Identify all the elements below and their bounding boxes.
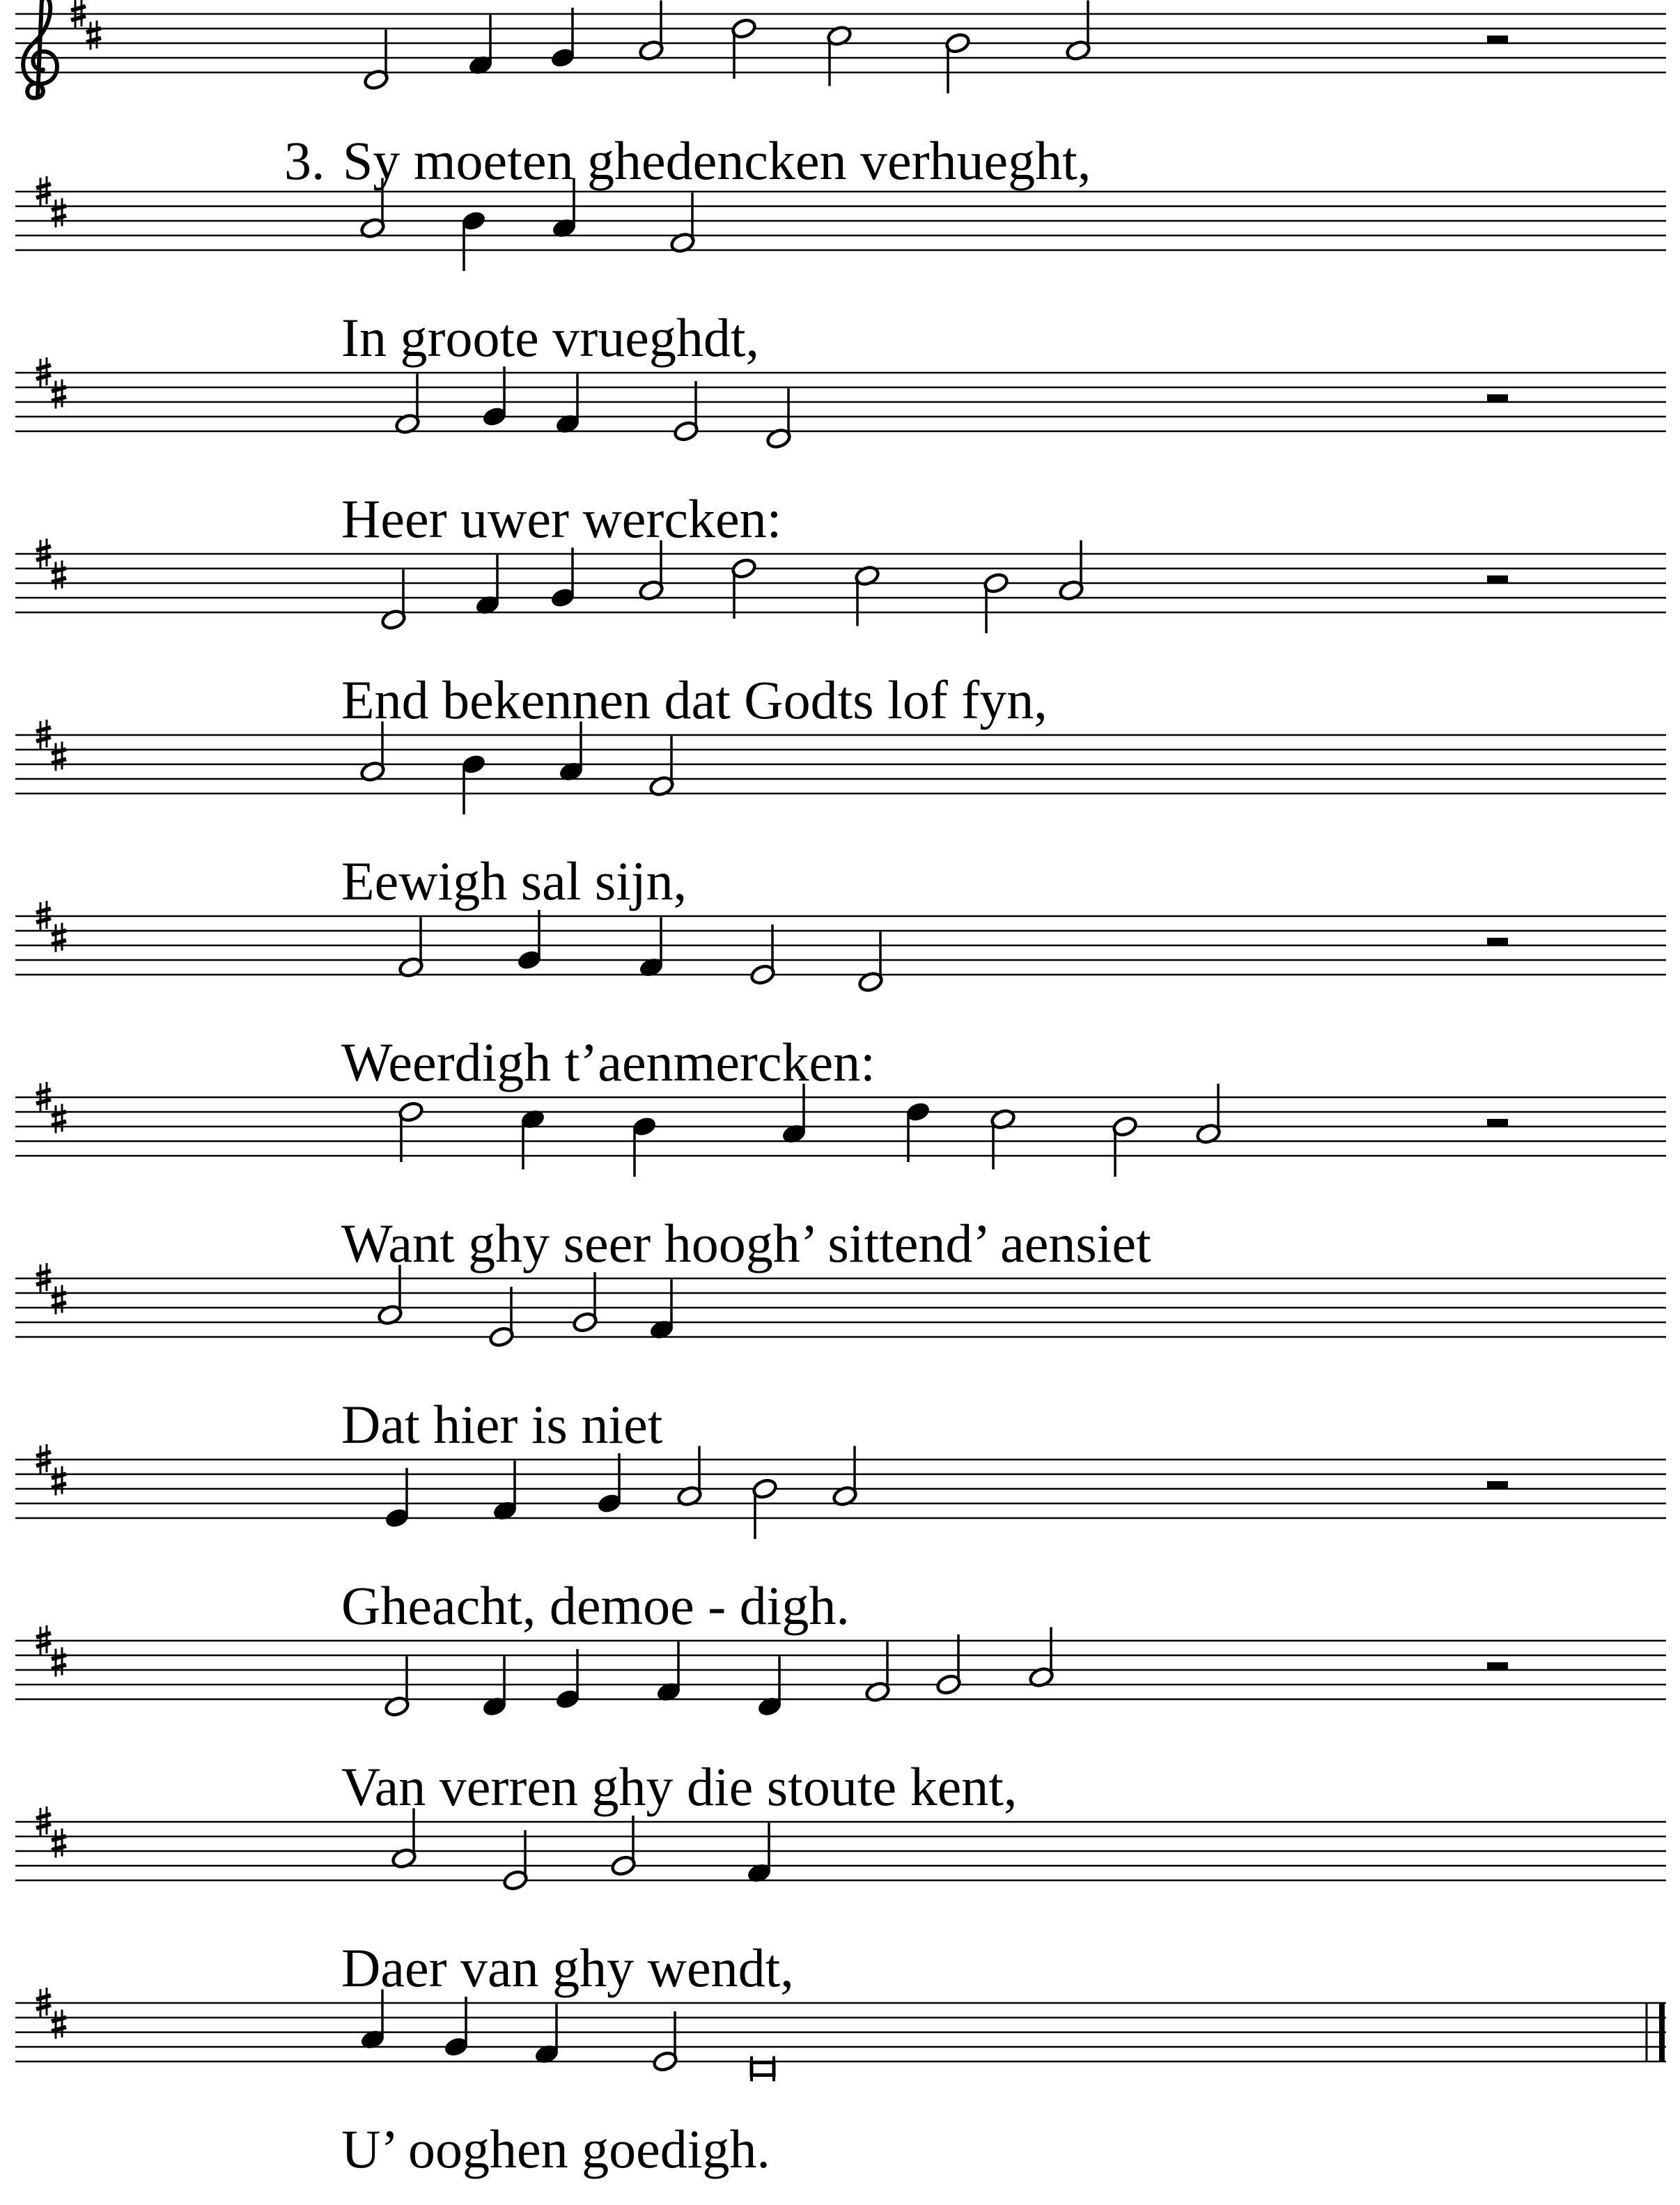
staff-system bbox=[15, 1988, 1666, 2082]
lyric-line: Heer uwer wercken: bbox=[341, 488, 782, 549]
sharp-c-icon bbox=[52, 1467, 66, 1496]
lyric-line: Daer van ghy wendt, bbox=[341, 1937, 794, 1998]
sharp-c-icon bbox=[52, 742, 66, 771]
staff-system bbox=[15, 901, 1666, 993]
staff-system bbox=[15, 1263, 1666, 1348]
lyric-line: Van verren ghy die stoute kent, bbox=[341, 1756, 1018, 1817]
lyric-line: Sy moeten ghedencken verhueght, bbox=[343, 130, 1091, 191]
staff-system bbox=[15, 720, 1666, 814]
sharp-c-icon bbox=[52, 2010, 66, 2039]
staff-system bbox=[15, 0, 1666, 98]
sharp-c-icon bbox=[52, 1104, 66, 1134]
lyric-line: Weerdigh t’aenmercken: bbox=[341, 1032, 876, 1092]
lyric-line: End bekennen dat Godts lof fyn, bbox=[341, 670, 1048, 730]
staff-system bbox=[15, 357, 1666, 450]
sharp-c-icon bbox=[52, 561, 66, 590]
sharp-c-icon bbox=[52, 1285, 66, 1315]
staff-system bbox=[15, 1082, 1666, 1177]
sharp-c-icon bbox=[52, 1829, 66, 1858]
staff-system bbox=[15, 1806, 1666, 1891]
half-rest bbox=[1487, 1481, 1508, 1489]
half-rest bbox=[1487, 575, 1508, 583]
sharp-c-icon bbox=[52, 199, 66, 228]
staff-system bbox=[15, 539, 1666, 633]
staff-system bbox=[15, 1625, 1666, 1718]
breve-note bbox=[752, 2057, 774, 2082]
verse-number: 3. bbox=[284, 130, 325, 191]
staff-system bbox=[15, 1444, 1666, 1539]
half-rest bbox=[1487, 1662, 1508, 1670]
half-rest bbox=[1487, 938, 1508, 945]
lyric-line: Gheacht, demoe - digh. bbox=[341, 1575, 850, 1636]
half-rest bbox=[1487, 394, 1508, 402]
sharp-c-icon bbox=[52, 380, 66, 409]
lyric-line: In groote vrueghdt, bbox=[341, 307, 760, 368]
lyric-line: Dat hier is niet bbox=[341, 1394, 663, 1455]
sharp-c-icon bbox=[52, 1648, 66, 1677]
half-rest bbox=[1487, 36, 1508, 43]
lyric-line: U’ ooghen goedigh. bbox=[341, 2119, 770, 2179]
sharp-c-icon bbox=[52, 923, 66, 952]
lyric-line: Want ghy seer hoogh’ sittend’ aensiet bbox=[341, 1213, 1151, 1274]
half-rest bbox=[1487, 1119, 1508, 1127]
lyric-line: Eewigh sal sijn, bbox=[341, 851, 687, 911]
sharp-c-icon bbox=[86, 21, 101, 50]
